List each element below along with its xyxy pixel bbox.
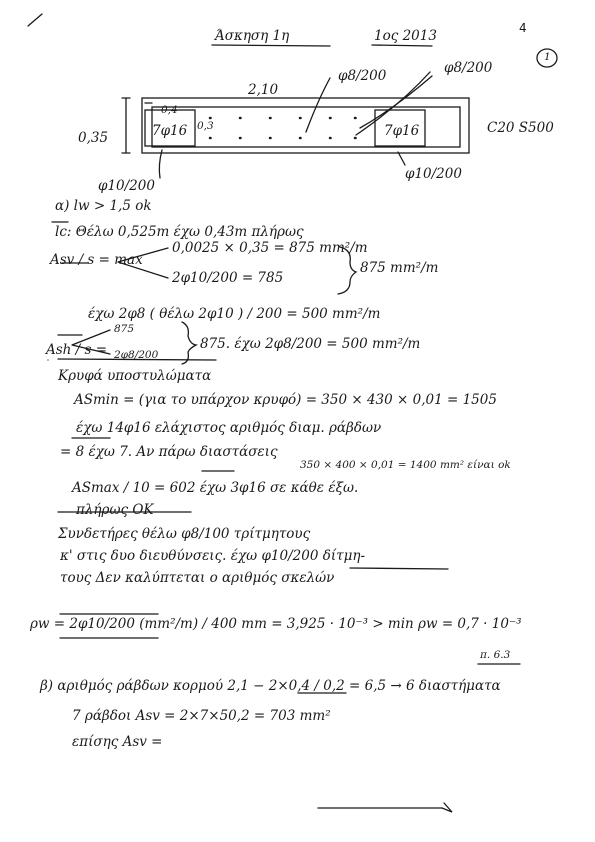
heading-syndetires: Συνδετήρες θέλω φ8/100 τρίτμητους bbox=[58, 526, 311, 542]
ash-brace bbox=[182, 322, 196, 364]
line-lc: lc: Θέλω 0,525m έχω 0,43m πλήρως bbox=[55, 224, 304, 240]
materials-label: C20 S500 bbox=[487, 120, 554, 136]
height-label: 0,35 bbox=[78, 130, 109, 146]
title-underline bbox=[212, 45, 330, 46]
heading-kryfa: Κρυφά υποστυλώματα bbox=[58, 368, 212, 384]
line-asv-a: 0,0025 × 0,35 = 875 mm²/m bbox=[172, 240, 368, 256]
line-ref: π. 6.3 bbox=[480, 649, 511, 661]
line-asv: Asv / s = max bbox=[50, 252, 143, 268]
left-bars-label: 7φ16 bbox=[152, 123, 188, 139]
leader-bottom-left bbox=[159, 150, 162, 178]
line-14phi16: έχω 14φ16 ελάχιστος αριθμός διαμ. ράβδων bbox=[76, 420, 382, 436]
line-asv-b: 2φ10/200 = 785 bbox=[172, 270, 284, 286]
dim-03: 0,3 bbox=[197, 120, 214, 132]
page-title: Άσκηση 1η bbox=[215, 28, 290, 44]
line-asmax: ASmax / 10 = 602 έχω 3φ16 σε κάθε έξω. bbox=[72, 480, 359, 496]
line-asmin: ASmin = (για το υπάρχον κρυφό) = 350 × 430 × 0,01 = 1505 bbox=[74, 392, 497, 408]
section-outline bbox=[142, 98, 469, 153]
arrow-end bbox=[442, 803, 452, 812]
arithmos-underline bbox=[350, 568, 448, 569]
web-bars bbox=[210, 118, 356, 138]
line-ash: Ash / s = bbox=[46, 342, 108, 358]
circled-number: 1 bbox=[544, 51, 551, 63]
leader-mid bbox=[306, 78, 330, 132]
date-underline bbox=[372, 45, 432, 46]
line-beta: β) αριθμός ράβδων κορμού 2,1 − 2×0,4 / 0,2 = 6,5 → 6 διαστήματα bbox=[40, 678, 501, 694]
line-a: α) lw > 1,5 ok bbox=[55, 198, 152, 214]
line-asv-result: 875 mm²/m bbox=[360, 260, 439, 276]
line-pw: ρw = 2φ10/200 (mm²/m) / 400 mm = 3,925 · 10⁻³ > min ρw = 0,7 · 10⁻³ bbox=[30, 616, 522, 632]
line-plirws: πλήρως ΟΚ bbox=[76, 502, 154, 518]
line-ash-a: 875 bbox=[114, 323, 135, 335]
line-echo-phi8: έχω 2φ8 ( θέλω 2φ10 ) / 200 = 500 mm²/m bbox=[88, 306, 381, 322]
right-bars-label: 7φ16 bbox=[384, 123, 420, 139]
height-dim bbox=[122, 98, 130, 153]
dim-04: 0,4 bbox=[161, 104, 178, 116]
stirrup-label-right: φ8/200 bbox=[444, 60, 493, 76]
line-skelon: τους Δεν καλύπτεται ο αριθμός σκελών bbox=[60, 570, 335, 586]
width-label: 2,10 bbox=[248, 82, 279, 98]
bottom-right-bars: φ10/200 bbox=[405, 166, 462, 182]
line-eq8: = 8 έχω 7. Αν πάρω διαστάσεις bbox=[60, 444, 278, 460]
bottom-left-bars: φ10/200 bbox=[98, 178, 155, 194]
line-ash-result: 875. έχω 2φ8/200 = 500 mm²/m bbox=[200, 336, 421, 352]
page-number: 4 bbox=[519, 21, 527, 35]
line-7-bars: 7 ράβδοι Asv = 2×7×50,2 = 703 mm² bbox=[72, 708, 331, 724]
line-dieuthynseis: κ' στις δυο διευθύνσεις. έχω φ10/200 δίτμη- bbox=[60, 548, 366, 564]
stirrup-label-mid: φ8/200 bbox=[338, 68, 387, 84]
leader-bottom-right bbox=[398, 152, 405, 165]
date: 1ος 2013 bbox=[374, 28, 437, 44]
line-episis: επίσης Asv = bbox=[72, 734, 163, 750]
line-ash-b: 2φ8/200 bbox=[114, 349, 159, 361]
line-1400: 350 × 400 × 0,01 = 1400 mm² είναι ok bbox=[300, 459, 511, 471]
stray-mark bbox=[28, 14, 42, 26]
